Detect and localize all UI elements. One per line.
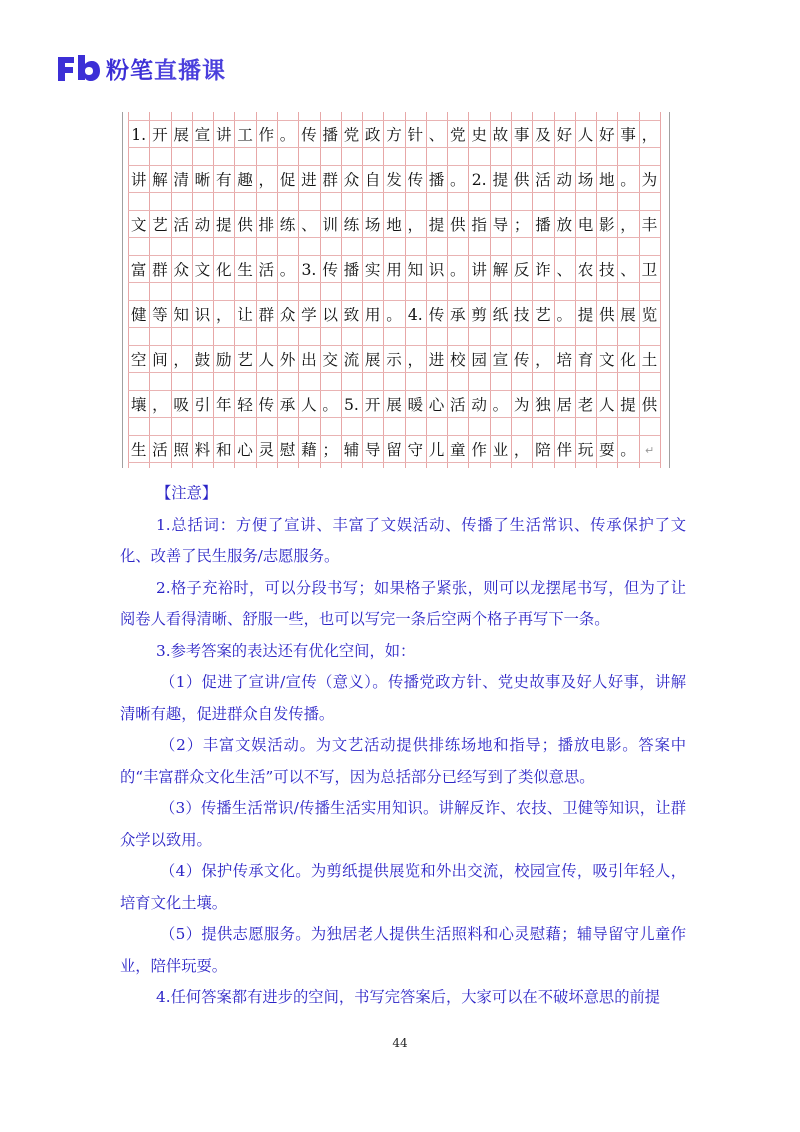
brand-logo — [56, 53, 226, 83]
grid-divider — [660, 112, 661, 468]
grid-cell: ， — [256, 165, 277, 193]
notes-section — [120, 478, 686, 1014]
note-paragraph: 3.参考答案的表达还有优化空间，如： — [156, 641, 416, 660]
grid-cell: 传 — [256, 390, 277, 418]
grid-cell: 人 — [596, 390, 617, 418]
grid-cell: 出 — [298, 345, 319, 373]
grid-row — [128, 255, 660, 283]
grid-cell: ， — [405, 345, 426, 373]
brand-title — [106, 52, 226, 85]
grid-cell: 2. — [469, 165, 490, 193]
grid-row — [128, 435, 660, 463]
grid-cell: 致 — [341, 300, 362, 328]
grid-cell: 提 — [617, 390, 638, 418]
grid-cell: 心 — [234, 435, 255, 463]
grid-cell: 灵 — [256, 435, 277, 463]
grid-cell: 用 — [383, 255, 404, 283]
grid-cell: 场 — [575, 165, 596, 193]
grid-row — [128, 210, 660, 238]
grid-cell: 促 — [277, 165, 298, 193]
grid-cell: 知 — [405, 255, 426, 283]
grid-cell: 播 — [532, 210, 553, 238]
brand-name: 粉笔 — [106, 57, 154, 84]
grid-cell: 活 — [447, 390, 468, 418]
grid-cell: 健 — [128, 300, 149, 328]
grid-cell: 晰 — [192, 165, 213, 193]
grid-cell: ， — [213, 300, 234, 328]
grid-cell: 训 — [320, 210, 341, 238]
grid-cell: 讲 — [213, 120, 234, 148]
grid-cell: 解 — [490, 255, 511, 283]
grid-cell: 展 — [617, 300, 638, 328]
grid-cell: 人 — [575, 120, 596, 148]
grid-cell: 独 — [532, 390, 553, 418]
grid-cell: 。 — [617, 435, 638, 463]
grid-cell: 好 — [554, 120, 575, 148]
grid-cell: 众 — [277, 300, 298, 328]
grid-cell: 提 — [213, 210, 234, 238]
grid-cell: 群 — [320, 165, 341, 193]
grid-cell: 、 — [554, 255, 575, 283]
grid-cell: 。 — [277, 120, 298, 148]
grid-cell: 文 — [596, 345, 617, 373]
note-paragraph: （3）传播生活常识/传播生活实用知识。讲解反诈、农技、卫健等知识，让群众学以致用。 — [120, 799, 686, 849]
grid-cell: 生 — [234, 255, 255, 283]
grid-cell: 。 — [490, 390, 511, 418]
grid-cell: 动 — [554, 165, 575, 193]
grid-cell: 和 — [213, 435, 234, 463]
grid-cell: 讲 — [469, 255, 490, 283]
grid-cell: 为 — [639, 165, 660, 193]
grid-cell: 开 — [149, 120, 170, 148]
grid-cell: 事 — [511, 120, 532, 148]
grid-cell: 示 — [383, 345, 404, 373]
grid-cell: 留 — [383, 435, 404, 463]
grid-cell: 党 — [341, 120, 362, 148]
grid-cell: 知 — [171, 300, 192, 328]
grid-cell: 播 — [320, 120, 341, 148]
grid-cell: 艺 — [532, 300, 553, 328]
grid-cell: 提 — [426, 210, 447, 238]
grid-row — [128, 345, 660, 373]
grid-cell: 及 — [532, 120, 553, 148]
grid-cell: 1. — [128, 120, 149, 148]
grid-cell: 。 — [383, 300, 404, 328]
grid-cell: 动 — [469, 390, 490, 418]
grid-cell: 育 — [575, 345, 596, 373]
grid-cell: 技 — [511, 300, 532, 328]
grid-cell: ， — [532, 345, 553, 373]
grid-cell: 宣 — [192, 120, 213, 148]
grid-cell: 交 — [320, 345, 341, 373]
note-paragraph: （2）丰富文娱活动。为文艺活动提供排练场地和指导；播放电影。答案中的“丰富群众文化生活”可以不写，因为总括部分已经写到了类似意思。 — [120, 736, 686, 786]
grid-cell: 业 — [490, 435, 511, 463]
grid-cell: 校 — [447, 345, 468, 373]
note-paragraph: 1.总括词：方便了宣讲、丰富了文娱活动、传播了生活常识、传承保护了文化、改善了民生服务/志愿服务。 — [120, 515, 686, 565]
note-paragraph: 4.任何答案都有进步的空间，书写完答案后，大家可以在不破坏意思的前提 — [156, 988, 661, 1006]
grid-cell: 轻 — [234, 390, 255, 418]
grid-cell: 活 — [171, 210, 192, 238]
grid-cell: ， — [149, 390, 170, 418]
grid-cell: 览 — [639, 300, 660, 328]
grid-cell: 练 — [277, 210, 298, 238]
grid-cell: 心 — [426, 390, 447, 418]
grid-cell: 3. — [298, 255, 319, 283]
grid-cell: 作 — [469, 435, 490, 463]
grid-cell: 居 — [554, 390, 575, 418]
grid-cell: 外 — [277, 345, 298, 373]
grid-cell: ， — [405, 210, 426, 238]
grid-cell: 活 — [256, 255, 277, 283]
grid-cell: 、 — [426, 120, 447, 148]
grid-cell: 吸 — [171, 390, 192, 418]
grid-cell: 玩 — [575, 435, 596, 463]
grid-cell: 解 — [149, 165, 170, 193]
grid-row — [128, 300, 660, 328]
grid-cell: ； — [320, 435, 341, 463]
grid-cell: ； — [511, 210, 532, 238]
grid-cell: 放 — [554, 210, 575, 238]
grid-cell: 化 — [213, 255, 234, 283]
grid-cell: ， — [171, 345, 192, 373]
grid-cell: 人 — [298, 390, 319, 418]
notes-title: 【注意】 — [156, 484, 218, 502]
grid-cell: 自 — [362, 165, 383, 193]
grid-cell: 供 — [234, 210, 255, 238]
grid-cell: 进 — [298, 165, 319, 193]
answer-grid — [122, 112, 670, 468]
grid-cell: 识 — [426, 255, 447, 283]
grid-cell: 壤 — [128, 390, 149, 418]
grid-cell: 动 — [192, 210, 213, 238]
grid-cell: 富 — [128, 255, 149, 283]
grid-cell: 藉 — [298, 435, 319, 463]
grid-cell: 老 — [575, 390, 596, 418]
grid-cell: 伴 — [554, 435, 575, 463]
grid-cell: 。 — [447, 165, 468, 193]
grid-cell: 实 — [362, 255, 383, 283]
page-number: 44 — [392, 1036, 408, 1050]
grid-cell: 活 — [149, 435, 170, 463]
note-paragraph: （5）提供志愿服务。为独居老人提供生活照料和心灵慰藉；辅导留守儿童作业，陪伴玩耍。 — [120, 925, 686, 975]
grid-row — [128, 390, 660, 418]
grid-cell: 耍 — [596, 435, 617, 463]
grid-cell: 儿 — [426, 435, 447, 463]
grid-cell: 暖 — [405, 390, 426, 418]
grid-cell: 有 — [213, 165, 234, 193]
grid-cell: 辅 — [341, 435, 362, 463]
grid-cell: 传 — [426, 300, 447, 328]
grid-cell: 供 — [639, 390, 660, 418]
grid-cell: 群 — [149, 255, 170, 283]
paragraph-return-mark: ↵ — [645, 444, 655, 457]
grid-cell: 陪 — [532, 435, 553, 463]
grid-row — [128, 165, 660, 193]
grid-cell: 针 — [405, 120, 426, 148]
grid-cell: 学 — [298, 300, 319, 328]
grid-cell: 展 — [383, 390, 404, 418]
grid-cell: 4. — [405, 300, 426, 328]
grid-cell: 播 — [341, 255, 362, 283]
grid-cell: 活 — [532, 165, 553, 193]
grid-cell: 故 — [490, 120, 511, 148]
grid-cell: 、 — [298, 210, 319, 238]
grid-cell: 识 — [192, 300, 213, 328]
grid-cell: 党 — [447, 120, 468, 148]
grid-cell: 引 — [192, 390, 213, 418]
grid-cell: 导 — [362, 435, 383, 463]
grid-cell: 年 — [213, 390, 234, 418]
grid-cell: 作 — [256, 120, 277, 148]
grid-cell: ， — [511, 435, 532, 463]
grid-cell: 剪 — [469, 300, 490, 328]
grid-cell: 生 — [128, 435, 149, 463]
grid-cell: 指 — [469, 210, 490, 238]
grid-cell: 诈 — [532, 255, 553, 283]
grid-cell: 。 — [277, 255, 298, 283]
grid-cell: 文 — [192, 255, 213, 283]
grid-row — [128, 120, 660, 148]
grid-cell: 练 — [341, 210, 362, 238]
grid-cell: 播 — [426, 165, 447, 193]
grid-cell: 慰 — [277, 435, 298, 463]
note-paragraph: 2.格子充裕时，可以分段书写；如果格子紧张，则可以龙摆尾书写，但为了让阅卷人看得清晰、舒服一些，也可以写完一条后空两个格子再写下一条。 — [120, 578, 686, 628]
grid-cell: 供 — [511, 165, 532, 193]
grid-cell: 卫 — [639, 255, 660, 283]
grid-cell: 丰 — [639, 210, 660, 238]
grid-cell: 排 — [256, 210, 277, 238]
grid-cell: ， — [639, 120, 660, 148]
grid-cell: 纸 — [490, 300, 511, 328]
grid-cell: 供 — [596, 300, 617, 328]
grid-cell: 进 — [426, 345, 447, 373]
grid-cell: 流 — [341, 345, 362, 373]
grid-cell: 传 — [405, 165, 426, 193]
grid-cell: 好 — [596, 120, 617, 148]
grid-cell: 地 — [596, 165, 617, 193]
grid-cell: 众 — [341, 165, 362, 193]
grid-cell: 技 — [596, 255, 617, 283]
grid-cell: 场 — [362, 210, 383, 238]
grid-cell: 清 — [171, 165, 192, 193]
grid-cell: 影 — [596, 210, 617, 238]
grid-cell: ， — [617, 210, 638, 238]
grid-cell: 等 — [149, 300, 170, 328]
grid-cell: 传 — [511, 345, 532, 373]
fb-logo-icon — [56, 53, 100, 83]
grid-cell: 政 — [362, 120, 383, 148]
grid-cell: 导 — [490, 210, 511, 238]
grid-cell: 宣 — [490, 345, 511, 373]
grid-cell: 众 — [171, 255, 192, 283]
grid-cell: 展 — [362, 345, 383, 373]
grid-cell: 人 — [256, 345, 277, 373]
grid-cell: 反 — [511, 255, 532, 283]
grid-cell: 提 — [490, 165, 511, 193]
grid-cell: 地 — [383, 210, 404, 238]
grid-cell: 。 — [554, 300, 575, 328]
grid-cell: 发 — [383, 165, 404, 193]
grid-cell: 为 — [511, 390, 532, 418]
product-name: 直播课 — [154, 57, 226, 84]
grid-cell: 群 — [256, 300, 277, 328]
grid-cell: 传 — [320, 255, 341, 283]
grid-cell: 事 — [617, 120, 638, 148]
grid-cell: 承 — [447, 300, 468, 328]
grid-cell: 展 — [171, 120, 192, 148]
grid-cell: 供 — [447, 210, 468, 238]
grid-cell: 。 — [320, 390, 341, 418]
grid-cell: 工 — [234, 120, 255, 148]
grid-cell: 趣 — [234, 165, 255, 193]
grid-cell: 让 — [234, 300, 255, 328]
grid-cell: 土 — [639, 345, 660, 373]
grid-cell: 。 — [447, 255, 468, 283]
grid-cell: 励 — [213, 345, 234, 373]
grid-cell: 农 — [575, 255, 596, 283]
note-paragraph: （1）促进了宣讲/宣传（意义）。传播党政方针、党史故事及好人好事，讲解清晰有趣，促进群众自发传播。 — [120, 673, 686, 723]
grid-cell: 讲 — [128, 165, 149, 193]
grid-cell: 照 — [171, 435, 192, 463]
grid-cell: 空 — [128, 345, 149, 373]
grid-cell: 电 — [575, 210, 596, 238]
grid-cell: 文 — [128, 210, 149, 238]
grid-cell: 艺 — [149, 210, 170, 238]
grid-cell: 园 — [469, 345, 490, 373]
grid-cell: 以 — [320, 300, 341, 328]
grid-cell: 童 — [447, 435, 468, 463]
grid-cell: 、 — [617, 255, 638, 283]
grid-cell: 。 — [617, 165, 638, 193]
grid-cell: 间 — [149, 345, 170, 373]
note-paragraph: （4）保护传承文化。为剪纸提供展览和外出交流，校园宣传，吸引年轻人，培育文化土壤。 — [120, 862, 686, 912]
grid-cell: 5. — [341, 390, 362, 418]
grid-cell: 化 — [617, 345, 638, 373]
grid-cell: 史 — [469, 120, 490, 148]
grid-cell: 承 — [277, 390, 298, 418]
grid-cell: 守 — [405, 435, 426, 463]
grid-cell: 传 — [298, 120, 319, 148]
grid-cell: 开 — [362, 390, 383, 418]
grid-cell: 艺 — [234, 345, 255, 373]
grid-cell: 鼓 — [192, 345, 213, 373]
grid-cell: 提 — [575, 300, 596, 328]
grid-cell: 料 — [192, 435, 213, 463]
grid-cell: 培 — [554, 345, 575, 373]
grid-cell: 方 — [383, 120, 404, 148]
grid-cell: 用 — [362, 300, 383, 328]
